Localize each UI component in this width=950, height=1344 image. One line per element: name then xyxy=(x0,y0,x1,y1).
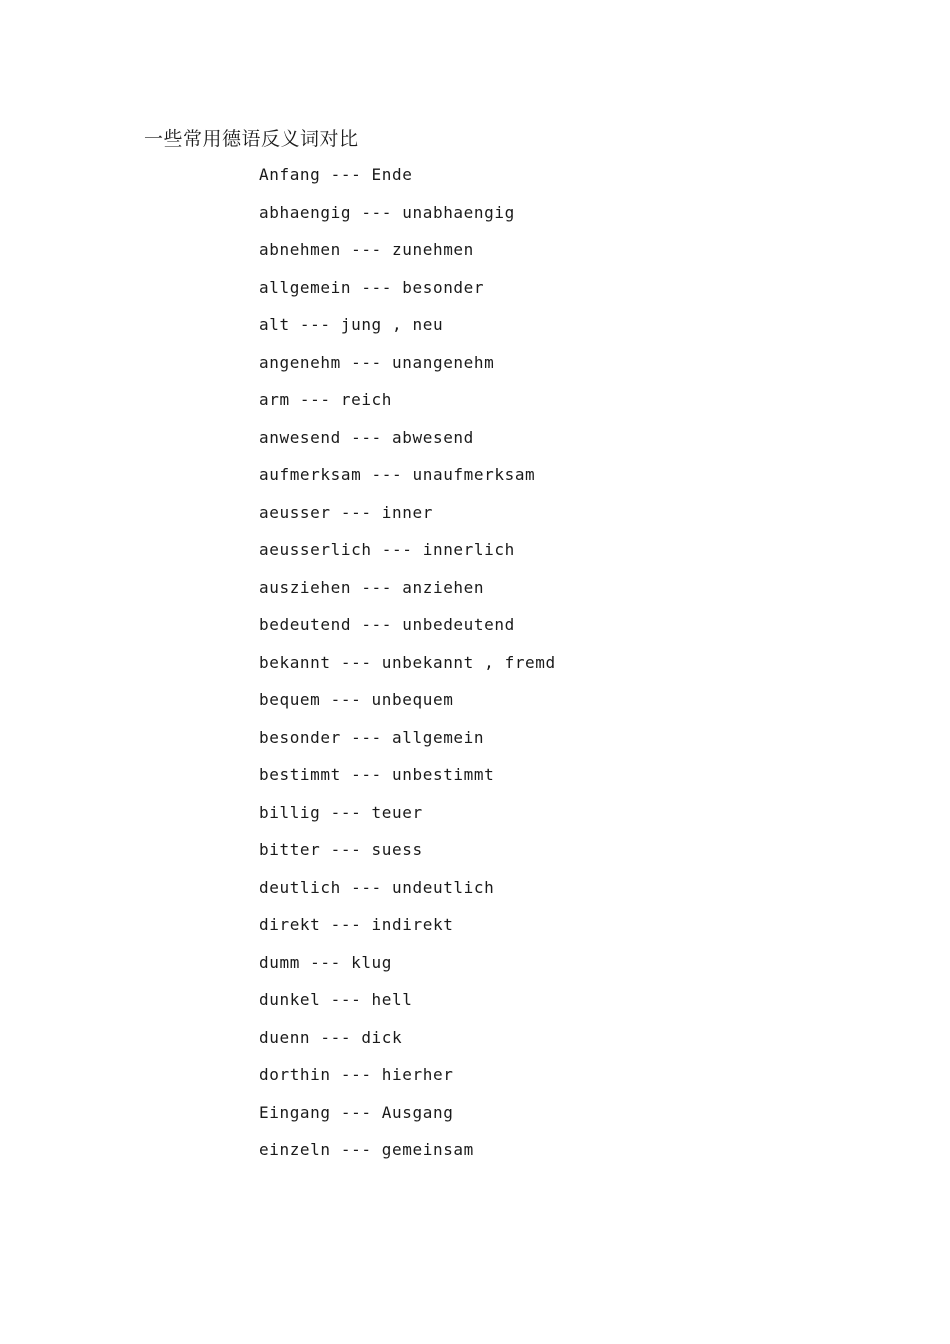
antonym-pair: bekannt --- unbekannt , fremd xyxy=(259,652,556,672)
antonym-pair: besonder --- allgemein xyxy=(259,727,485,747)
antonym-pair: arm --- reich xyxy=(259,390,393,409)
antonym-pair: deutlich --- undeutlich xyxy=(259,877,495,897)
antonym-pair: bedeutend --- unbedeutend xyxy=(259,615,515,634)
antonym-pair: einzeln --- gemeinsam xyxy=(259,1140,474,1159)
antonym-pair: Anfang --- Ende xyxy=(259,165,413,184)
antonym-pair: alt --- jung , neu xyxy=(259,315,444,334)
antonym-pair: ausziehen --- anziehen xyxy=(259,577,485,597)
antonym-pair: bequem --- unbequem xyxy=(259,690,454,709)
antonym-pair: dorthin --- hierher xyxy=(259,1065,454,1084)
antonym-list xyxy=(259,162,556,1175)
antonym-pair: aufmerksam --- unaufmerksam xyxy=(259,465,536,484)
antonym-pair: direkt --- indirekt xyxy=(259,915,454,934)
antonym-pair: angenehm --- unangenehm xyxy=(259,352,495,372)
antonym-pair: abnehmen --- zunehmen xyxy=(259,240,474,259)
document-title: 一些常用德语反义词对比 xyxy=(144,128,359,150)
antonym-pair: billig --- teuer xyxy=(259,802,423,822)
antonym-pair: dunkel --- hell xyxy=(259,990,413,1009)
antonym-pair: allgemein --- besonder xyxy=(259,277,485,297)
antonym-pair: anwesend --- abwesend xyxy=(259,427,474,447)
antonym-pair: abhaengig --- unabhaengig xyxy=(259,202,515,222)
antonym-pair: dumm --- klug xyxy=(259,952,393,972)
antonym-pair: bitter --- suess xyxy=(259,840,423,859)
antonym-pair: duenn --- dick xyxy=(259,1027,403,1047)
antonym-pair: aeusserlich --- innerlich xyxy=(259,540,515,559)
antonym-pair: Eingang --- Ausgang xyxy=(259,1102,454,1122)
antonym-pair: aeusser --- inner xyxy=(259,502,433,522)
antonym-pair: bestimmt --- unbestimmt xyxy=(259,765,495,784)
